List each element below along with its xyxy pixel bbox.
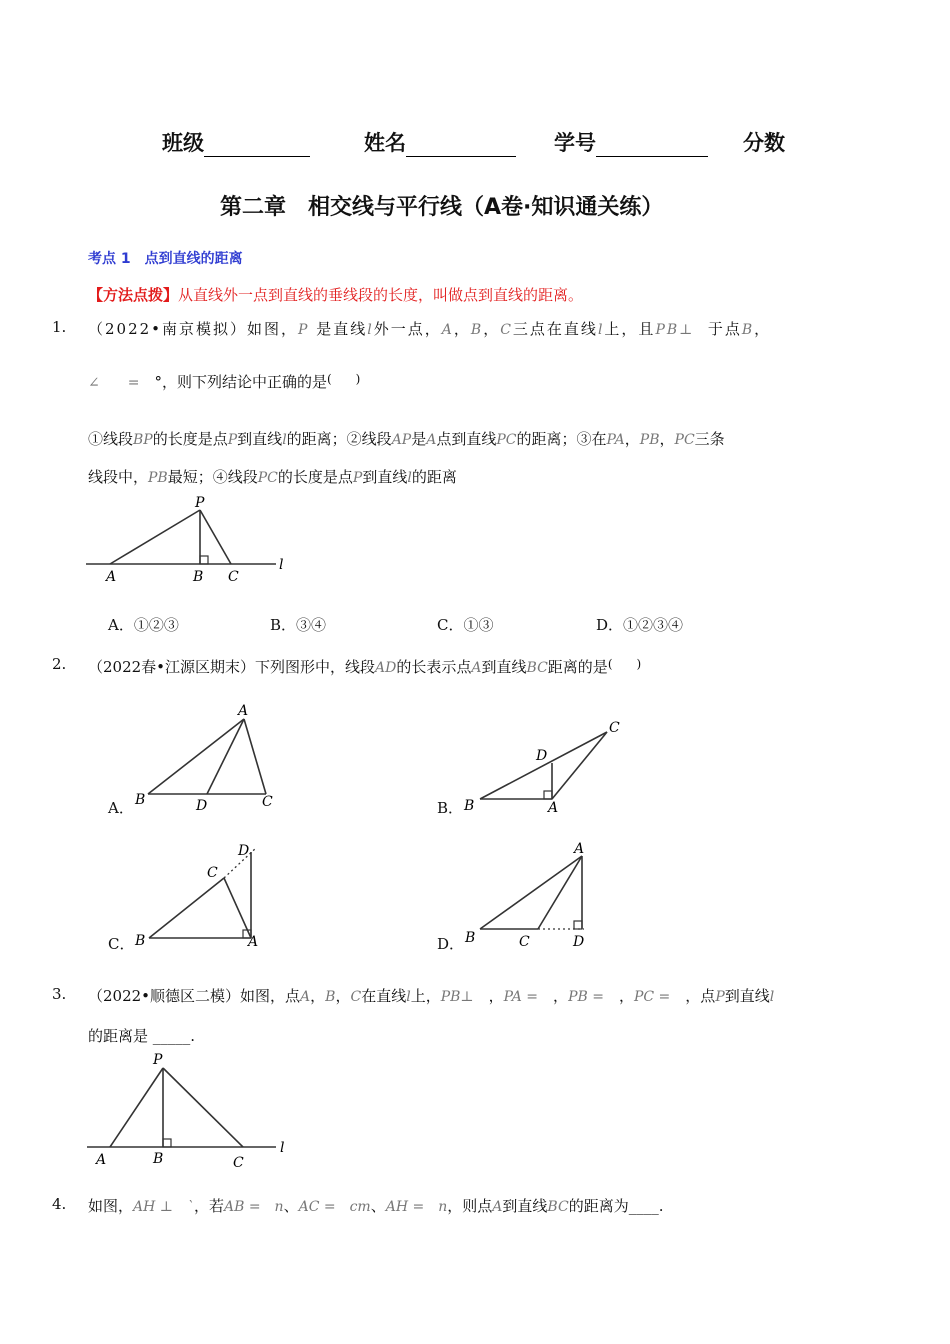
q2-option-a-label[interactable]: A． (108, 799, 134, 817)
fig1-label-c: C (228, 569, 239, 585)
q2-option-b-label[interactable]: B． (437, 799, 464, 817)
q2-figure-d[interactable] (460, 836, 610, 951)
q2-option-d-label[interactable]: D． (437, 935, 465, 953)
q4-answer-blank[interactable]: ____. (628, 1197, 664, 1215)
figc-label-d: D (238, 843, 250, 859)
q1-figure (84, 494, 294, 586)
fig3-label-p: P (153, 1052, 163, 1068)
figb-label-b: B (464, 798, 475, 814)
fig3-label-a: A (96, 1152, 107, 1168)
q1-option-d[interactable]: D．①②③④ (596, 616, 684, 634)
id-blank[interactable] (596, 138, 708, 157)
q1-line3: ①线段BP的长度是点P到直线l的距离；②线段AP是A点到直线PC的距离；③在PA，PB，PC三条 (88, 430, 725, 448)
figc-label-b: B (135, 933, 146, 949)
page-title: 第二章 相交线与平行线（A卷·知识通关练） (220, 195, 664, 220)
fig1-label-p: P (195, 495, 205, 511)
q3-line2: 的距离是 _____. (88, 1027, 196, 1045)
q2-option-c-label[interactable]: C． (108, 935, 135, 953)
q1-line4: 线段中，PB最短；④线段PC的长度是点P到直线l的距离 (88, 468, 457, 486)
q3-number: 3. (52, 985, 67, 1003)
q1-number: 1. (52, 318, 67, 336)
q4-number: 4. (52, 1195, 67, 1213)
figc-label-a: A (248, 934, 259, 950)
figa-label-a: A (238, 703, 249, 719)
fig3-label-l: l (280, 1140, 285, 1156)
q3-line1: （2022•顺德区二模）如图，点A，B，C在直线l上，PB⊥ ，PA = ，PB = ，PC = ，点P到直线l (88, 987, 775, 1005)
name-label: 姓名 (364, 127, 516, 157)
figc-label-c: C (207, 865, 218, 881)
q2-figure-c[interactable] (132, 836, 272, 951)
figd-label-d: D (573, 934, 585, 950)
q2-figure-b[interactable] (460, 716, 630, 816)
method-tip: 【方法点拨】从直线外一点到直线的垂线段的长度，叫做点到直线的距离。 (88, 286, 584, 304)
knowledge-point-heading: 考点 1 点到直线的距离 (88, 251, 243, 267)
q1-line2: ∠ = °，则下列结论中正确的是( ) (88, 372, 361, 391)
figd-label-b: B (465, 930, 476, 946)
q1-line1: （2022•南京模拟）如图，P 是直线l外一点，A，B，C三点在直线l上，且PB⊥ 于点B， (88, 320, 772, 338)
fig3-label-c: C (233, 1155, 244, 1171)
q4-line1: 如图，AH ⊥ `，若AB = n、AC = cm、AH = n，则点A到直线BC的距离为____. (88, 1197, 664, 1215)
figb-label-a: A (548, 800, 559, 816)
figb-label-c: C (609, 720, 620, 736)
q1-option-a[interactable]: A．①②③ (108, 616, 179, 634)
q2-figure-a[interactable] (132, 700, 282, 815)
figa-label-c: C (262, 794, 273, 810)
id-label: 学号 (554, 127, 708, 157)
score-label: 分数 (743, 131, 785, 155)
q1-option-c[interactable]: C．①③ (437, 616, 494, 634)
fig1-label-l: l (279, 557, 284, 573)
class-label: 班级 (162, 127, 310, 157)
figd-label-a: A (574, 841, 585, 857)
q1-option-b[interactable]: B．③④ (270, 616, 327, 634)
figa-label-b: B (135, 792, 146, 808)
q2-text: （2022春•江源区期末）下列图形中，线段AD的长表示点A到直线BC距离的是( ) (88, 657, 642, 676)
figb-label-d: D (536, 748, 548, 764)
q2-number: 2. (52, 655, 67, 673)
fig1-label-b: B (193, 569, 204, 585)
class-blank[interactable] (204, 138, 310, 157)
figa-label-d: D (196, 798, 208, 814)
fig1-label-a: A (106, 569, 117, 585)
q3-figure (84, 1050, 294, 1172)
name-blank[interactable] (406, 138, 516, 157)
fig3-label-b: B (153, 1151, 164, 1167)
figd-label-c: C (519, 934, 530, 950)
